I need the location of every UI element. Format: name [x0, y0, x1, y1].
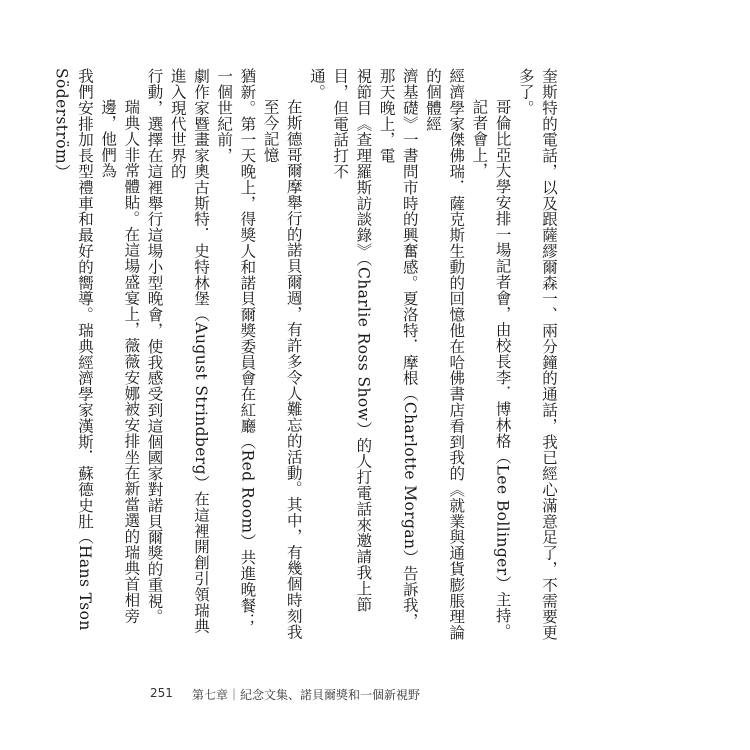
text-line: 瑞典人非常體貼。在這場盛宴上，薇薇安娜被安排坐在新當選的瑞典首相旁邊，他們為 [99, 99, 141, 624]
text-line: 行動，選擇在這裡舉行這場小型晚會，使我感受到這個國家對諾貝爾獎的重視。 [145, 68, 164, 625]
text-line: 哥倫比亞大學安排一場記者會，由校長李．博林格（Lee Bollinger）主持。記者會上， [470, 99, 512, 640]
text-line: 奎斯特的電話，以及跟薩繆爾森一、兩分鐘的通話，我已經心滿意足了，不需要更多了。 [516, 68, 558, 641]
text-line: 通。 [307, 68, 326, 100]
page-number: 251 [150, 686, 173, 700]
text-line: 我們安排加長型禮車和最好的嚮導。瑞典經濟學家漢斯．蘇德史肚（Hans Tson Söderström） [52, 68, 94, 631]
text-line: 猶新。第一天晚上，得獎人和諾貝爾獎委員會在紅廳（Red Room）共進晚餐；一個世紀前， [215, 68, 257, 629]
running-head: 第七章｜紀念文集、諾貝爾獎和一個新視野 [192, 688, 421, 702]
text-line: 經濟學家傑佛瑞．薩克斯生動的回憶他在哈佛書店看到我的《就業與通貨膨脹理論的個體經 [423, 68, 466, 641]
text-line: 視節目《查理羅斯訪談錄》（Charlie Ross Show）的人打電話來邀請我上節目，但電話打不 [331, 68, 373, 613]
text-line: 濟基礎》一書問市時的興奮感。夏洛特．摩根（Charlotte Morgan）告訴我，那天晚上，電 [377, 68, 419, 629]
text-line: 在斯德哥爾摩舉行的諾貝爾週，有許多令人難忘的活動。其中，有幾個時刻我至今記憶 [261, 99, 303, 640]
body-text [52, 68, 560, 643]
text-line: 劇作家暨畫家奧古斯特．史特林堡（August Strindberg）在這裡開創引領瑞典進入現代世界的 [168, 68, 210, 634]
